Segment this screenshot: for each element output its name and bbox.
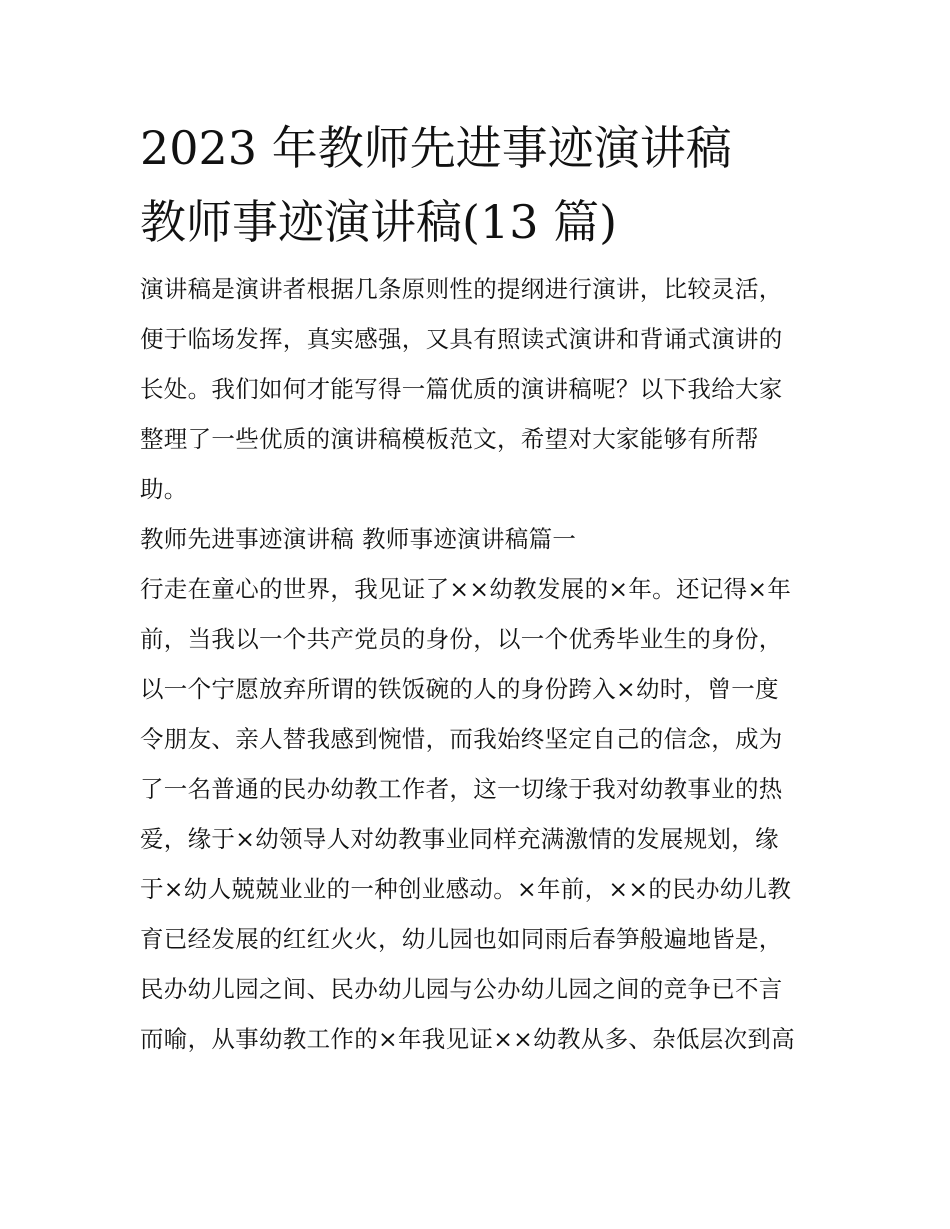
section-heading: 教师先进事迹演讲稿 教师事迹演讲稿篇一: [140, 525, 577, 553]
body-line: 以一个宁愿放弃所谓的铁饭碗的人的身份跨入×幼时，曾一度: [140, 675, 779, 703]
body-line: 行走在童心的世界，我见证了××幼教发展的×年。还记得×年: [140, 575, 792, 603]
intro-line: 便于临场发挥，真实感强，又具有照读式演讲和背诵式演讲的: [140, 325, 783, 353]
body-line: 育已经发展的红红火火，幼儿园也如同雨后春笋般遍地皆是，: [140, 925, 783, 953]
intro-line: 助。: [140, 475, 188, 503]
document-title-line-1: 2023 年教师先进事迹演讲稿: [140, 121, 732, 175]
body-line: 于×幼人兢兢业业的一种创业感动。×年前，××的民办幼儿教: [140, 875, 792, 903]
body-line: 而喻，从事幼教工作的×年我见证××幼教从多、杂低层次到高: [140, 1025, 795, 1053]
intro-line: 整理了一些优质的演讲稿模板范文，希望对大家能够有所帮: [140, 425, 759, 453]
intro-paragraph: [140, 264, 820, 514]
body-line: 民办幼儿园之间、民办幼儿园与公办幼儿园之间的竞争已不言: [140, 975, 783, 1003]
document-title-line-2: 教师事迹演讲稿(13 篇): [140, 195, 618, 249]
body-line: 前，当我以一个共产党员的身份，以一个优秀毕业生的身份，: [140, 625, 783, 653]
document-content: [140, 118, 820, 1064]
body-line: 了一名普通的民办幼教工作者，这一切缘于我对幼教事业的热: [140, 775, 783, 803]
intro-line: 长处。我们如何才能写得一篇优质的演讲稿呢？以下我给大家: [140, 375, 783, 403]
intro-line: 演讲稿是演讲者根据几条原则性的提纲进行演讲，比较灵活，: [140, 275, 783, 303]
body-paragraph: [140, 564, 820, 1064]
body-line: 令朋友、亲人替我感到惋惜，而我始终坚定自己的信念，成为: [140, 725, 783, 753]
body-line: 爱，缘于×幼领导人对幼教事业同样充满激情的发展规划，缘: [140, 825, 779, 853]
